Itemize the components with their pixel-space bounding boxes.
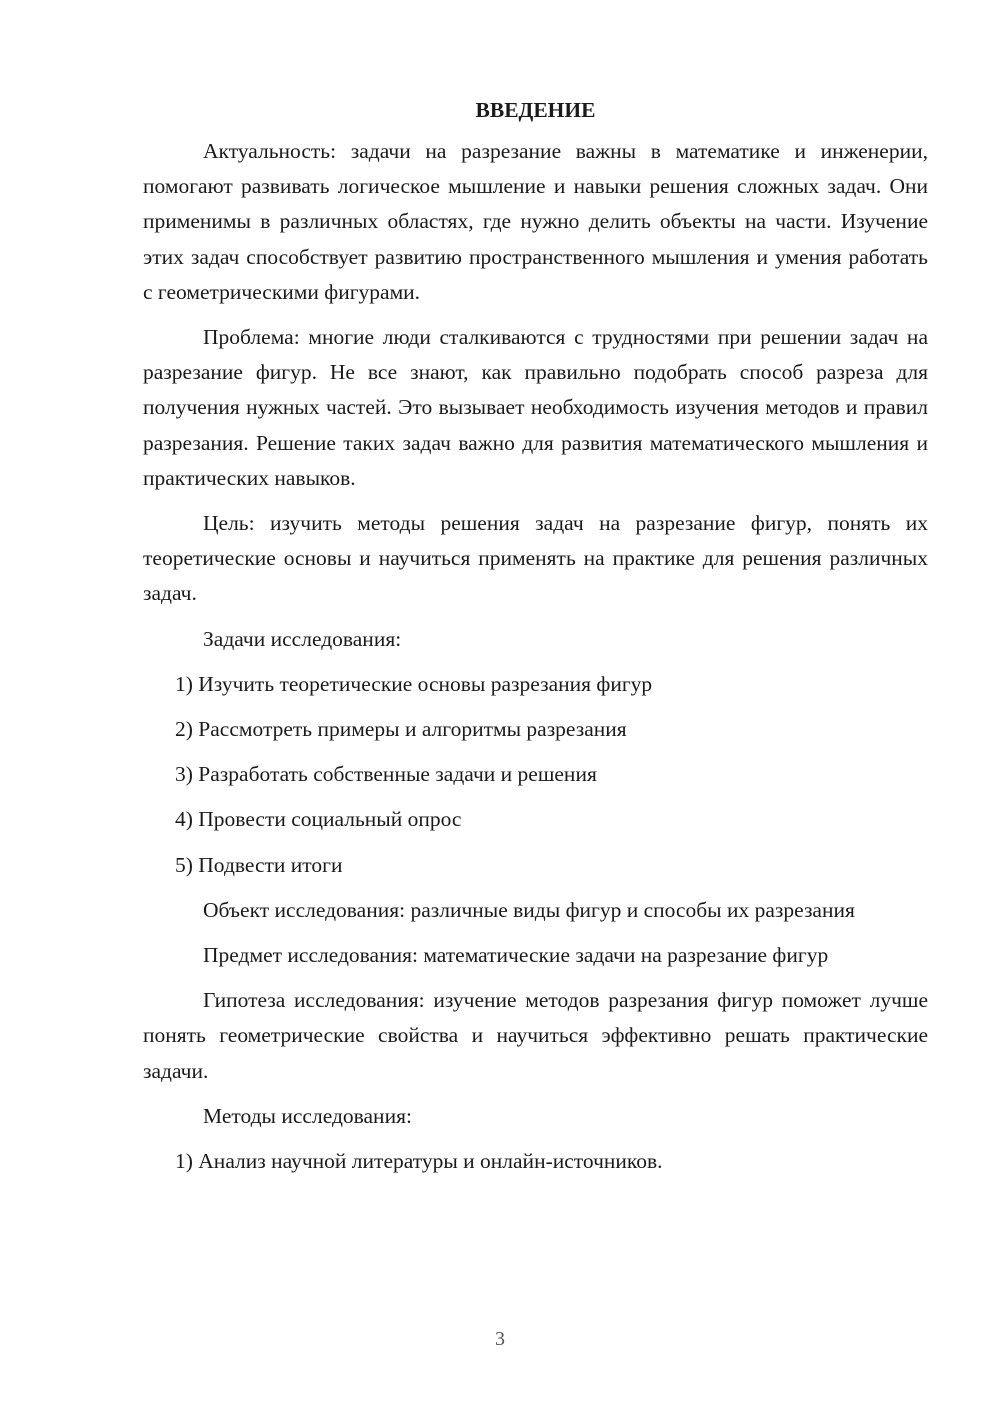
section-title: ВВЕДЕНИЕ <box>475 98 596 122</box>
list-item: 2) Рассмотреть примеры и алгоритмы разрезания <box>175 717 627 742</box>
paragraph-subject: Предмет исследования: математические задачи на разрезание фигур <box>203 943 829 968</box>
paragraph-problem: Проблема: многие люди сталкиваются с трудностями при решении задач на разрезание фигур. Не все знают, как правильно подобрать способ разреза для получения нужных частей. Это вызывает необходимость изучения методов и правил разрезания. Решение таких задач важно для развития математического мышления и практических навыков. <box>143 325 928 490</box>
methods-list <box>143 1144 928 1179</box>
paragraph-hypothesis: Гипотеза исследования: изучение методов разрезания фигур поможет лучше понять геометрические свойства и научиться эффективно решать практические задачи. <box>143 988 928 1083</box>
page-number: 3 <box>495 1328 505 1350</box>
tasks-list <box>143 667 928 883</box>
list-item: 5) Подвести итоги <box>175 852 343 877</box>
list-item: 4) Провести социальный опрос <box>175 807 462 832</box>
paragraph-relevance: Актуальность: задачи на разрезание важны в математике и инженерии, помогают развивать логическое мышление и навыки решения сложных задач. Они применимы в различных областях, где нужно делить объекты на части. Изучение этих задач способствует развитию пространственного мышления и умения работать с геометрическими фигурами. <box>143 139 928 304</box>
list-item: 1) Анализ научной литературы и онлайн-источников. <box>175 1149 663 1174</box>
paragraph-goal: Цель: изучить методы решения задач на разрезание фигур, понять их теоретические основы и научиться применять на практике для решения различных задач. <box>143 511 928 606</box>
list-item: 3) Разработать собственные задачи и решения <box>175 762 597 787</box>
paragraph-object: Объект исследования: различные виды фигур и способы их разрезания <box>203 897 855 922</box>
methods-label: Методы исследования: <box>203 1103 412 1128</box>
tasks-label: Задачи исследования: <box>203 626 402 651</box>
list-item: 1) Изучить теоретические основы разрезания фигур <box>175 671 653 696</box>
document-page <box>143 96 928 1189</box>
